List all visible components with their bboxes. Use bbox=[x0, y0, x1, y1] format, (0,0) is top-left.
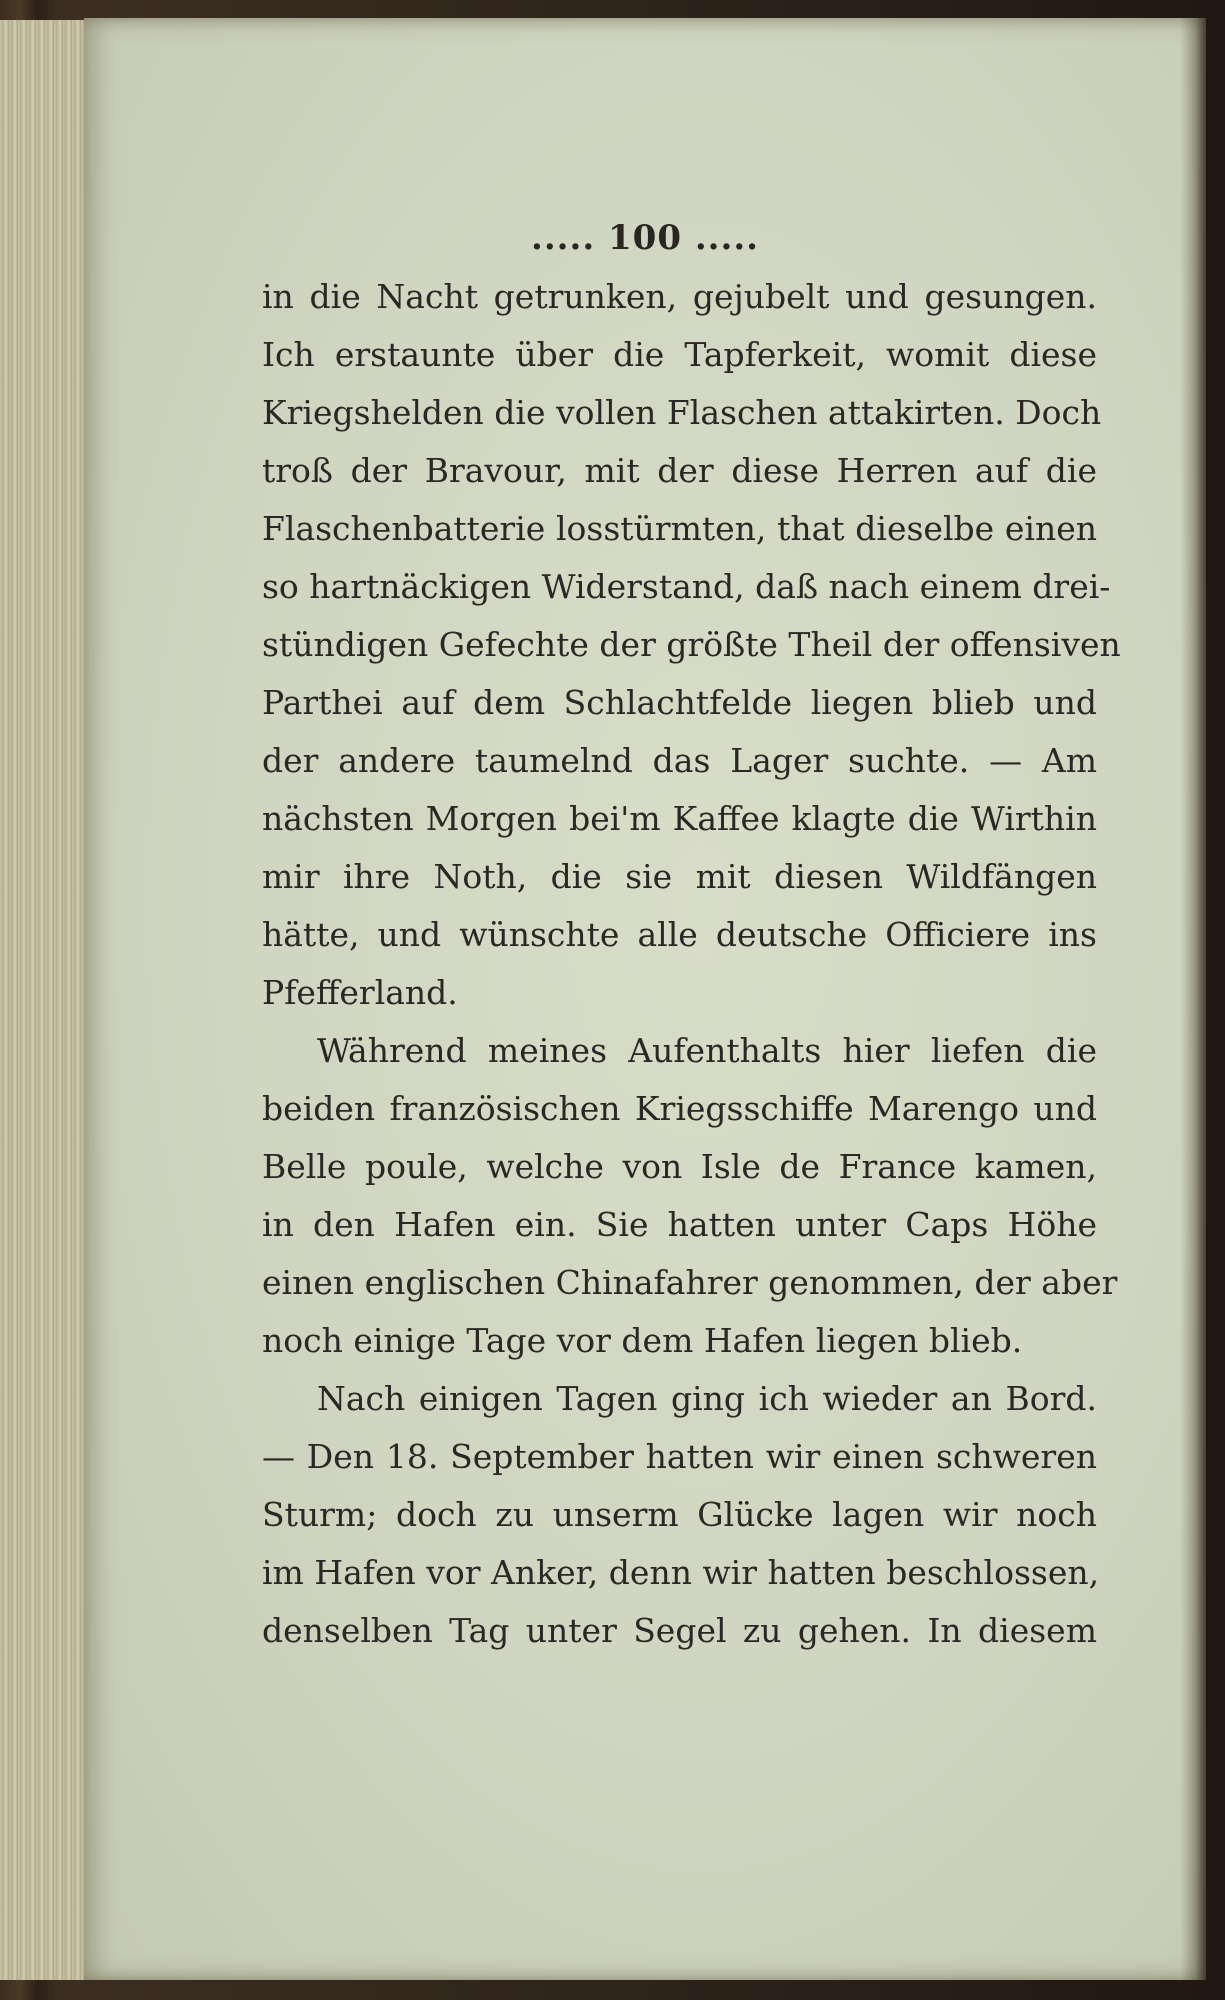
text-line: stündigen Gefechte der größte Theil der offensiven bbox=[262, 625, 1121, 664]
text-line: der andere taumelnd das Lager suchte. — Am bbox=[262, 741, 1097, 780]
text-line: einen englischen Chinafahrer genommen, der aber bbox=[262, 1263, 1118, 1302]
text-line: mir ihre Noth, die sie mit diesen Wildfängen bbox=[262, 857, 1097, 896]
text-line: denselben Tag unter Segel zu gehen. In diesem bbox=[262, 1611, 1097, 1650]
page-number: ..... 100 ..... bbox=[530, 218, 759, 258]
paragraph-3 bbox=[262, 1370, 1100, 1660]
text-line: im Hafen vor Anker, denn wir hatten beschlossen, bbox=[262, 1553, 1100, 1592]
text-line: troß der Bravour, mit der diese Herren auf die bbox=[262, 451, 1097, 490]
text-line: Sturm; doch zu unserm Glücke lagen wir noch bbox=[262, 1495, 1097, 1534]
text-line: in die Nacht getrunken, gejubelt und gesungen. bbox=[262, 277, 1097, 316]
text-line: noch einige Tage vor dem Hafen liegen blieb. bbox=[262, 1321, 1023, 1360]
page-text bbox=[262, 268, 1121, 1660]
text-line: so hartnäckigen Widerstand, daß nach einem drei- bbox=[262, 567, 1111, 606]
paragraph-1 bbox=[262, 268, 1121, 1022]
text-line: Nach einigen Tagen ging ich wieder an Bord. bbox=[317, 1379, 1097, 1418]
text-line: Ich erstaunte über die Tapferkeit, womit diese bbox=[262, 335, 1097, 374]
book-page-edges bbox=[0, 20, 94, 1980]
text-line: Pfefferland. bbox=[262, 973, 458, 1012]
text-line: Belle poule, welche von Isle de France kamen, bbox=[262, 1147, 1097, 1186]
text-line: nächsten Morgen bei'm Kaffee klagte die Wirthin bbox=[262, 799, 1097, 838]
paragraph-2 bbox=[262, 1022, 1118, 1370]
text-line: Parthei auf dem Schlachtfelde liegen blieb und bbox=[262, 683, 1097, 722]
text-line: in den Hafen ein. Sie hatten unter Caps Höhe bbox=[262, 1205, 1097, 1244]
text-line: — Den 18. September hatten wir einen schweren bbox=[262, 1437, 1097, 1476]
text-line: Kriegshelden die vollen Flaschen attakirten. Doch bbox=[262, 393, 1102, 432]
page-gutter-shadow bbox=[1180, 18, 1206, 1980]
text-line: hätte, und wünschte alle deutsche Officiere ins bbox=[262, 915, 1097, 954]
text-line: Flaschenbatterie losstürmten, that dieselbe einen bbox=[262, 509, 1097, 548]
text-line: beiden französischen Kriegsschiffe Marengo und bbox=[262, 1089, 1097, 1128]
text-line: Während meines Aufenthalts hier liefen die bbox=[317, 1031, 1097, 1070]
